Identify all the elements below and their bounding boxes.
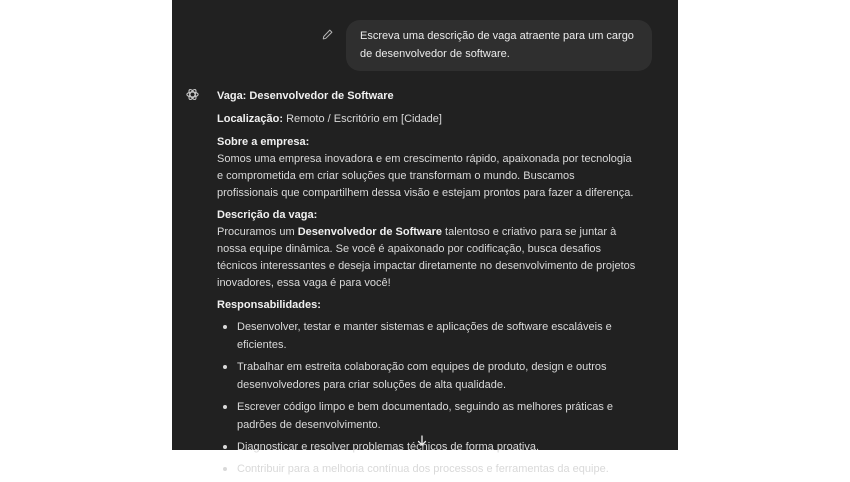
job-title: Vaga: Desenvolvedor de Software — [217, 90, 394, 102]
description-bold: Desenvolvedor de Software — [297, 226, 442, 238]
user-message-bubble: Escreva uma descrição de vaga atraente para um cargo de desenvolvedor de software. — [346, 20, 652, 71]
about-heading: Sobre a empresa: — [217, 136, 310, 148]
chat-viewport — [172, 0, 678, 475]
list-item-text: Trabalhar em estreita colaboração com equipes de produto, design e outros desenvolvedores para criar soluções de alta qualidade. — [237, 361, 607, 391]
location-value: Remoto / Escritório em [Cidade] — [283, 113, 442, 125]
bullet-icon — [223, 405, 227, 409]
about-text: Somos uma empresa inovadora e em crescimento rápido, apaixonada por tecnologia e comprometida em criar soluções que transformam o mundo. Buscamos profissionais que compartilhem dessa visão e estejam prontos para fazer a diferença. — [217, 153, 634, 199]
pencil-icon[interactable] — [320, 27, 334, 41]
description-section — [217, 207, 637, 292]
bullet-icon — [223, 365, 227, 369]
assistant-message — [217, 88, 637, 482]
about-section — [217, 134, 637, 202]
description-suffix: talentoso e criativo para se juntar à nossa equipe dinâmica. Se você é apaixonado por codificação, busca desafios técnicos interessantes e deseja impactar diretamente no desenvolvimento de projetos inovadores, essa vaga é para você! — [217, 226, 636, 289]
location-line — [217, 111, 637, 128]
list-item — [217, 460, 637, 478]
bullet-icon — [223, 325, 227, 329]
description-prefix: Procuramos um — [217, 226, 298, 238]
user-message-row — [320, 20, 652, 71]
location-label: Localização: — [217, 113, 284, 125]
description-heading: Descrição da vaga: — [217, 209, 318, 221]
responsibilities-heading: Responsabilidades: — [217, 299, 321, 311]
list-item — [217, 398, 637, 434]
responsibilities-list — [217, 318, 637, 478]
list-item-text: Contribuir para a melhoria contínua dos processos e ferramentas da equipe. — [237, 463, 609, 475]
list-item-text: Escrever código limpo e bem documentado, seguindo as melhores práticas e padrões de desenvolvimento. — [237, 401, 614, 431]
list-item-text: Diagnosticar e resolver problemas técnicos de forma proativa. — [237, 441, 540, 453]
bullet-icon — [223, 445, 227, 449]
list-item — [217, 318, 637, 354]
list-item — [217, 358, 637, 394]
list-item-text: Desenvolver, testar e manter sistemas e aplicações de software escaláveis e eficientes. — [237, 321, 612, 351]
bullet-icon — [223, 467, 227, 471]
openai-logo-icon — [184, 86, 200, 102]
arrow-down-icon[interactable] — [413, 432, 431, 450]
